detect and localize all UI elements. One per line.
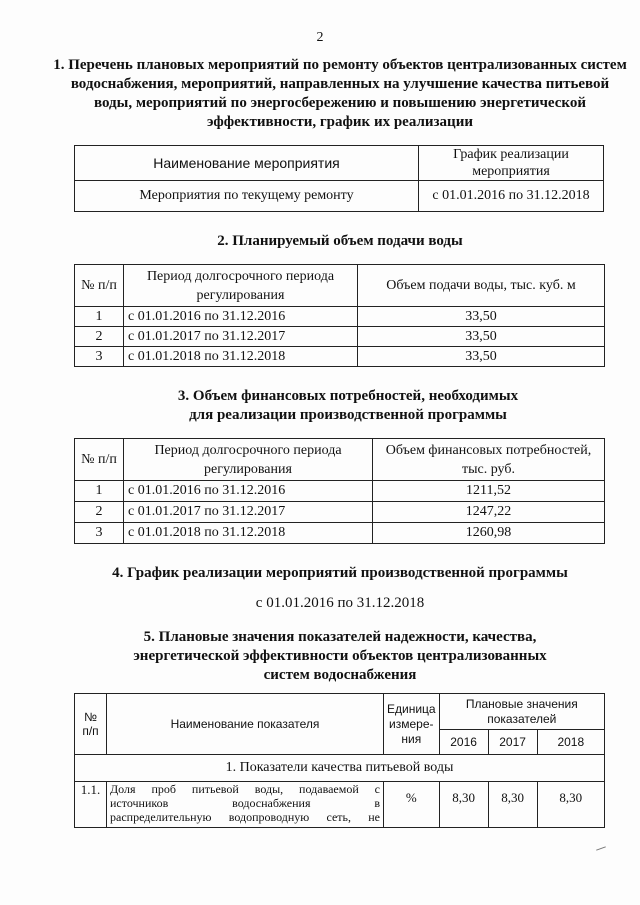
row-period: с 01.01.2016 по 31.12.2016	[124, 481, 373, 502]
page-number: 2	[316, 30, 324, 45]
row-period: с 01.01.2016 по 31.12.2016	[124, 307, 358, 327]
row-value: 33,50	[358, 347, 605, 367]
indicator-value-2017: 8,30	[488, 782, 537, 828]
indicators-header-num: № п/п	[75, 694, 107, 755]
finance-header-period: Период долгосрочного периода регулирования	[124, 439, 373, 481]
indicators-table	[74, 693, 605, 828]
year-2016-header: 2016	[439, 730, 488, 755]
measures-cell-name: Мероприятия по текущему ремонту	[75, 181, 419, 212]
row-num: 2	[75, 502, 124, 523]
measures-header-schedule: График реализации мероприятия	[419, 146, 604, 181]
indicator-num: 1.1.	[75, 782, 107, 828]
indicators-header-name: Наименование показателя	[107, 694, 384, 755]
water-header-num: № п/п	[75, 265, 124, 307]
finance-header-amount: Объем финансовых потребностей, тыс. руб.	[373, 439, 605, 481]
row-period: с 01.01.2017 по 31.12.2017	[124, 502, 373, 523]
table-row	[75, 502, 605, 523]
indicator-unit: %	[384, 782, 440, 828]
section4-title: 4. График реализации мероприятий производственной программы	[112, 565, 568, 581]
finance-header-num: № п/п	[75, 439, 124, 481]
table-row	[75, 327, 605, 347]
measures-table	[74, 145, 604, 212]
section3-title: 3. Объем финансовых потребностей, необходимых для реализации производственной программы	[177, 388, 519, 423]
year-2018-header: 2018	[537, 730, 604, 755]
finance-table	[74, 438, 605, 544]
row-value: 33,50	[358, 307, 605, 327]
water-header-volume: Объем подачи воды, тыс. куб. м	[358, 265, 605, 307]
table-row	[75, 782, 605, 828]
row-value: 33,50	[358, 327, 605, 347]
table-row	[75, 523, 605, 544]
water-header-period: Период долгосрочного периода регулирования	[124, 265, 358, 307]
water-volume-table	[74, 264, 605, 367]
row-num: 1	[75, 307, 124, 327]
row-num: 3	[75, 523, 124, 544]
section2-title: 2. Планируемый объем подачи воды	[217, 233, 463, 249]
table-row	[75, 481, 605, 502]
measures-cell-schedule: с 01.01.2016 по 31.12.2018	[419, 181, 604, 212]
indicators-header-planned: Плановые значения показателей	[439, 694, 604, 730]
indicator-name: Доля проб питьевой воды, подаваемой с источников водоснабжения в распределительную водопроводную сеть, не	[107, 782, 384, 828]
row-period: с 01.01.2018 по 31.12.2018	[124, 347, 358, 367]
row-num: 1	[75, 481, 124, 502]
table-row	[75, 307, 605, 327]
section5-title: 5. Плановые значения показателей надежности, качества, энергетической эффективности объектов централизованных систем водоснабжения	[133, 629, 547, 683]
section1-title: 1. Перечень плановых мероприятий по ремонту объектов централизованных систем водоснабжения, мероприятий, направленных на улучшение качества питьевой воды, мероприятий по энергосбережению и повышению энергетической эффективности, график их реализации	[53, 57, 627, 130]
indicators-header-unit: Единица измере- ния	[384, 694, 440, 755]
row-period: с 01.01.2018 по 31.12.2018	[124, 523, 373, 544]
row-value: 1260,98	[373, 523, 605, 544]
indicator-value-2016: 8,30	[439, 782, 488, 828]
row-num: 3	[75, 347, 124, 367]
indicators-group-title: 1. Показатели качества питьевой воды	[75, 755, 605, 782]
section4-period: с 01.01.2016 по 31.12.2018	[255, 595, 425, 611]
indicator-value-2018: 8,30	[537, 782, 604, 828]
table-row	[75, 347, 605, 367]
row-period: с 01.01.2017 по 31.12.2017	[124, 327, 358, 347]
year-2017-header: 2017	[488, 730, 537, 755]
measures-header-name: Наименование мероприятия	[75, 146, 419, 181]
scan-mark	[596, 846, 606, 850]
row-value: 1211,52	[373, 481, 605, 502]
row-value: 1247,22	[373, 502, 605, 523]
row-num: 2	[75, 327, 124, 347]
